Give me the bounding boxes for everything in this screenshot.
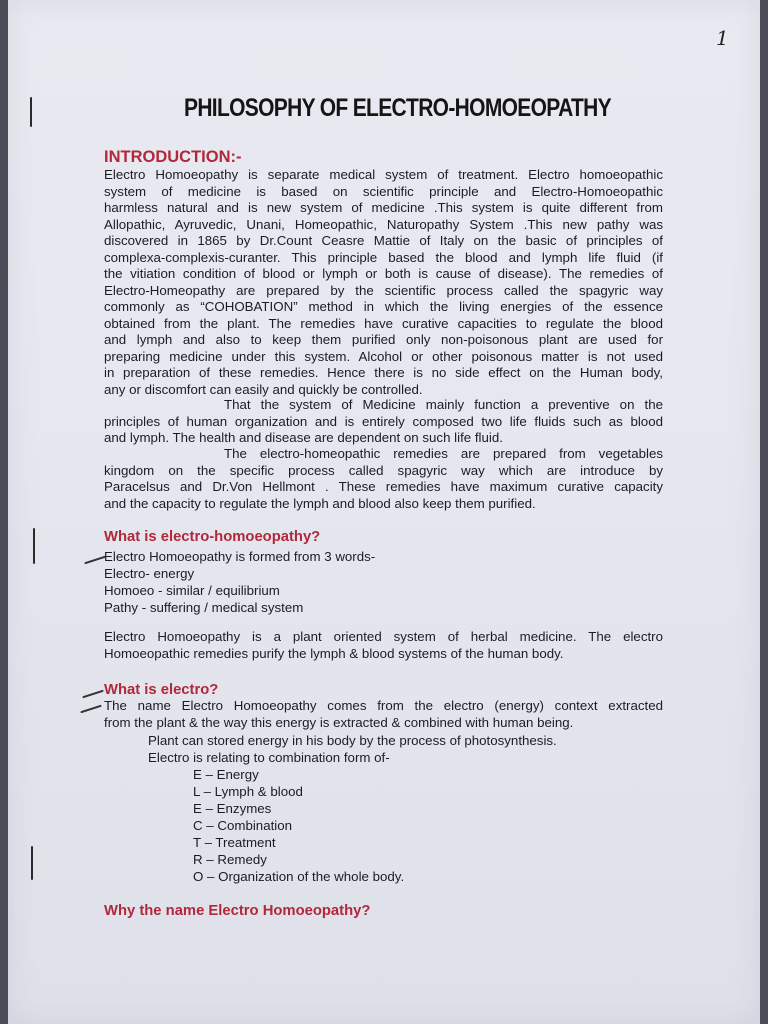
what-is-electro-heading: What is electro? [104,682,219,698]
list-item: Electro- energy [104,566,195,581]
text-line: obtained from the plant. The remedies have curative capacities to regulate the blood [104,315,663,331]
text-line: That the system of Medicine mainly function a preventive on the [224,397,663,412]
text-line: Electro Homoeopathy is a plant oriented system of herbal medicine. The electro [104,629,663,644]
acronym-item: O – Organization of the whole body. [193,869,405,884]
text-line: from the plant & the way this energy is extracted & combined with human being. [104,714,574,730]
acronym-item: R – Remedy [193,852,267,867]
text-line: and lymph. The health and disease are dependent on such life fluid. [104,430,503,445]
text-line: preparing medicine under this system. Alcohol or other poisonous matter is not used [104,348,663,364]
text-line: complexa-complexis-curanter. This principle based the blood and lymph life fluid (if [104,249,663,265]
text-line: system of medicine is based on scientific principle and Electro-Homoeopathic [104,183,663,199]
page-number: 1 [716,26,729,50]
acronym-item: C – Combination [193,818,293,833]
text-line: in preparation of these remedies. Hence there is no side effect on the Human body, [104,365,663,380]
why-name-heading: Why the name Electro Homoeopathy? [104,903,371,919]
text-line: and the capacity to regulate the lymph and blood also keep them purified. [104,495,536,511]
acronym-item: L – Lymph & blood [193,784,303,799]
text-line: and lymph and also to keep them purified only non-poisonous plant are used for [104,332,663,347]
text-line: Electro is relating to combination form of- [148,750,390,765]
margin-pen-mark [30,97,32,127]
text-line: any or discomfort can easily and quickly be controlled. [104,381,423,397]
electro-indent-lines [148,732,557,766]
text-line: The electro-homeopathic remedies are prepared from vegetables [224,446,663,461]
page-title: PHILOSOPHY OF ELECTRO-HOMOEOPATHY [183,94,612,122]
what-is-eh-heading: What is electro-homoeopathy? [104,529,321,545]
text-line: Allopathic, Ayruvedic, Unani, Homeopathic, Naturopathy System .This new pathy was [104,216,663,232]
list-item: Pathy - suffering / medical system [104,600,304,615]
electro-paragraph [104,698,663,731]
text-line: Paracelsus and Dr.Von Hellmont . These remedies have maximum curative capacity [104,479,663,494]
text-line: The name Electro Homoeopathy comes from the electro (energy) context extracted [104,698,663,713]
margin-pen-mark [33,528,35,564]
acronym-item: E – Energy [193,767,259,782]
text-line: discovered in 1865 by Dr.Count Ceasre Mattie of Italy on the basic of principles of [104,233,663,248]
text-line: Homoeopathic remedies purify the lymph & blood systems of the human body. [104,645,564,661]
acronym-item: E – Enzymes [193,801,272,816]
eh-paragraph [104,629,663,662]
intro-paragraph-2 [104,397,663,447]
text-line: principles of human organization and is entirely composed two life fluids such as blood [104,413,663,429]
eh-words-list [104,548,375,616]
text-line: Electro Homoeopathy is separate medical system of treatment. Electro homoeopathic [104,167,663,182]
intro-paragraph-1 [104,167,663,398]
text-line: Plant can stored energy in his body by the process of photosynthesis. [148,733,557,748]
text-line: Electro-Homeopathy are prepared by the scientific process called the spagyric way [104,282,663,298]
text-line: commonly as “COHOBATION” method in which the living energies of the essence [104,299,663,314]
electro-acronym-list [193,766,404,885]
intro-paragraph-3 [104,446,663,512]
margin-pen-mark [31,846,33,880]
introduction-heading: INTRODUCTION:- [104,148,242,166]
acronym-item: T – Treatment [193,835,276,850]
list-item: Homoeo - similar / equilibrium [104,583,280,598]
text-line: harmless natural and is new system of medicine .This system is quite different from [104,200,663,215]
list-item: Electro Homoeopathy is formed from 3 words- [104,549,376,564]
text-line: the vitiation condition of blood or lymph or both is cause of disease). The remedies of [104,266,663,281]
text-line: kingdom on the specific process called spagyric way which are introduce by [104,462,663,478]
